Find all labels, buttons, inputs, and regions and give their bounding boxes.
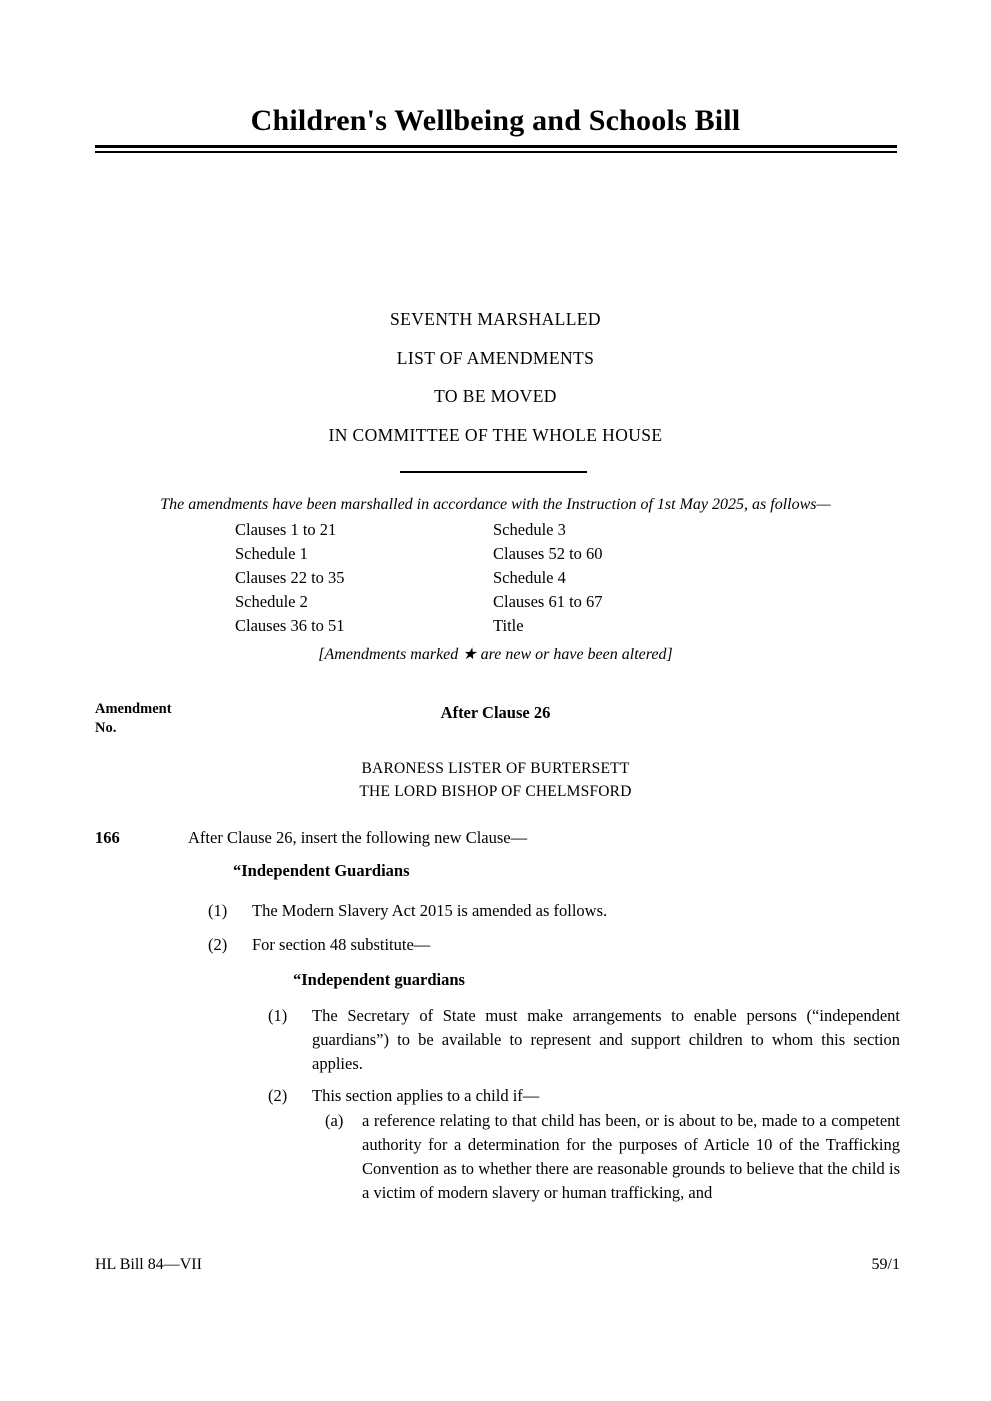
list-item: Schedule 1 (235, 544, 308, 563)
masthead (0, 300, 991, 454)
list-item: Schedule 4 (493, 568, 566, 587)
sponsor-name: THE LORD BISHOP OF CHELMSFORD (359, 783, 632, 800)
amendment-instruction: After Clause 26, insert the following new Clause— (188, 828, 528, 847)
list-item: Clauses 36 to 51 (235, 616, 345, 635)
inserted-section-heading: “Independent guardians (293, 970, 465, 989)
title-double-rule (95, 145, 897, 153)
list-item: Clauses 22 to 35 (235, 568, 345, 587)
subsection-text: The Secretary of State must make arrangements to enable persons (“independent guardians”) to be available to represent and support children to whom this section applies. (312, 1006, 900, 1073)
masthead-line: SEVENTH MARSHALLED (390, 309, 601, 329)
amendment-number: 166 (95, 828, 120, 847)
list-item: Schedule 3 (493, 520, 566, 539)
after-clause-heading: After Clause 26 (440, 703, 551, 722)
subsection-text: For section 48 substitute— (252, 935, 431, 954)
list-item: Title (493, 616, 524, 635)
subsection-marker: (1) (268, 1006, 288, 1025)
marshalling-column-left (235, 518, 493, 638)
list-item: Clauses 61 to 67 (493, 592, 603, 611)
inserted-subsection-row (0, 1004, 991, 1076)
list-item: Clauses 1 to 21 (235, 520, 337, 539)
subsection-row (0, 933, 991, 957)
marshalling-intro: The amendments have been marshalled in accordance with the Instruction of 1st May 2025, as follows— (160, 496, 831, 513)
divider-rule (400, 471, 587, 473)
subsection-marker: (2) (268, 1086, 288, 1105)
marshalling-column-right (493, 518, 603, 638)
paragraph-marker: (a) (325, 1111, 344, 1130)
masthead-line: TO BE MOVED (434, 386, 557, 406)
subsection-marker: (2) (208, 935, 228, 954)
subsection-row (0, 899, 991, 923)
marshalling-columns (235, 518, 603, 638)
inserted-paragraph-row (0, 1109, 991, 1205)
masthead-line: LIST OF AMENDMENTS (396, 347, 595, 368)
paragraph-text: a reference relating to that child has been, or is about to be, made to a competent authority for a determination for the purposes of Article 10 of the Trafficking Convention as to whether there are reasonable grounds to believe that the child is a victim of modern slavery or human trafficking, and (362, 1111, 900, 1202)
list-item: Clauses 52 to 60 (493, 544, 603, 563)
masthead-line: IN COMMITTEE OF THE WHOLE HOUSE (328, 424, 663, 445)
subsection-text: This section applies to a child if— (312, 1086, 540, 1105)
footer-page-number: 59/1 (871, 1256, 900, 1273)
page-title: Children's Wellbeing and Schools Bill (250, 104, 741, 137)
page-footer (95, 1256, 900, 1274)
sponsor-list (0, 757, 991, 803)
amendment-instruction-row (0, 826, 991, 850)
subsection-text: The Modern Slavery Act 2015 is amended as follows. (252, 901, 608, 920)
sponsor-name: BARONESS LISTER OF BURTERSETT (361, 760, 630, 777)
new-clause-heading: “Independent Guardians (233, 861, 410, 880)
subsection-marker: (1) (208, 901, 228, 920)
star-note: [Amendments marked ★ are new or have been altered] (318, 646, 673, 663)
list-item: Schedule 2 (235, 592, 308, 611)
footer-bill-number: HL Bill 84—VII (95, 1256, 202, 1273)
amendment-number-column-label: Amendment No. (95, 701, 172, 736)
inserted-subsection-row (0, 1084, 991, 1108)
